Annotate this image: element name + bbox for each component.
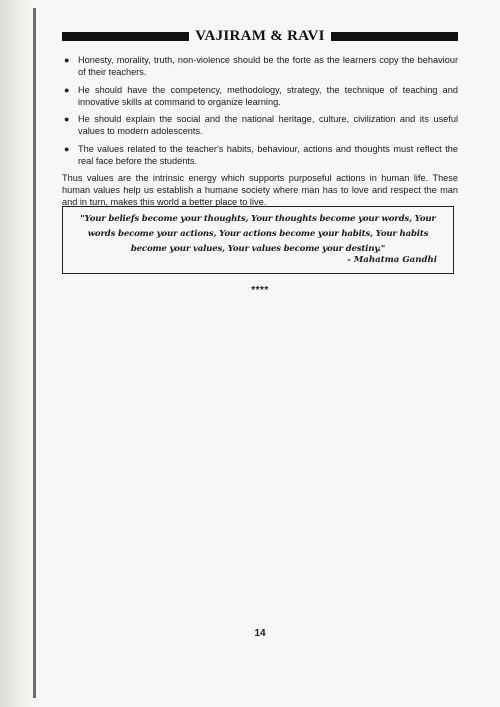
bullet-item	[62, 143, 458, 167]
page-number: 14	[254, 628, 266, 639]
header-bar-left	[62, 32, 189, 41]
bullet-item	[62, 113, 458, 137]
body-paragraph: Thus values are the intrinsic energy which supports purposeful actions in human life. These human values help us establish a humane society where man has to love and respect the man and in turn, makes this world a better place to live.	[62, 173, 458, 207]
quote-text: "Your beliefs become your thoughts, Your thoughts become your words, Your words become your actions, Your actions become your habits, Your habits become your values, Your values become your destiny."	[80, 214, 436, 254]
bullet-text: Honesty, morality, truth, non-violence should be the forte as the learners copy the behaviour of their teachers.	[78, 55, 458, 77]
bullet-text: He should have the competency, methodology, strategy, the technique of teaching and innovative skills at command to organize learning.	[78, 84, 458, 107]
bullet-icon: ●	[64, 114, 70, 124]
main-content	[62, 54, 458, 208]
header-bar-right	[331, 32, 458, 41]
page-edge-shadow	[0, 0, 34, 707]
bullet-icon: ●	[64, 143, 70, 154]
quote-author: - Mahatma Gandhi	[347, 255, 437, 265]
bullet-icon: ●	[64, 55, 70, 65]
bullet-text: The values related to the teacher's habits, behaviour, actions and thoughts must reflect the real face before the students.	[78, 143, 458, 166]
quote-box	[62, 206, 454, 274]
bullet-item	[62, 54, 458, 78]
binding-line	[33, 8, 36, 698]
bullet-text: He should explain the social and the national heritage, culture, civilization and its useful values to modern adolescents.	[78, 114, 458, 136]
bullet-icon: ●	[64, 84, 70, 95]
header-title: VAJIRAM & RAVI	[195, 27, 325, 44]
section-separator: ****	[251, 285, 269, 296]
bullet-list	[62, 54, 458, 167]
page-header	[62, 28, 458, 44]
bullet-item	[62, 84, 458, 108]
